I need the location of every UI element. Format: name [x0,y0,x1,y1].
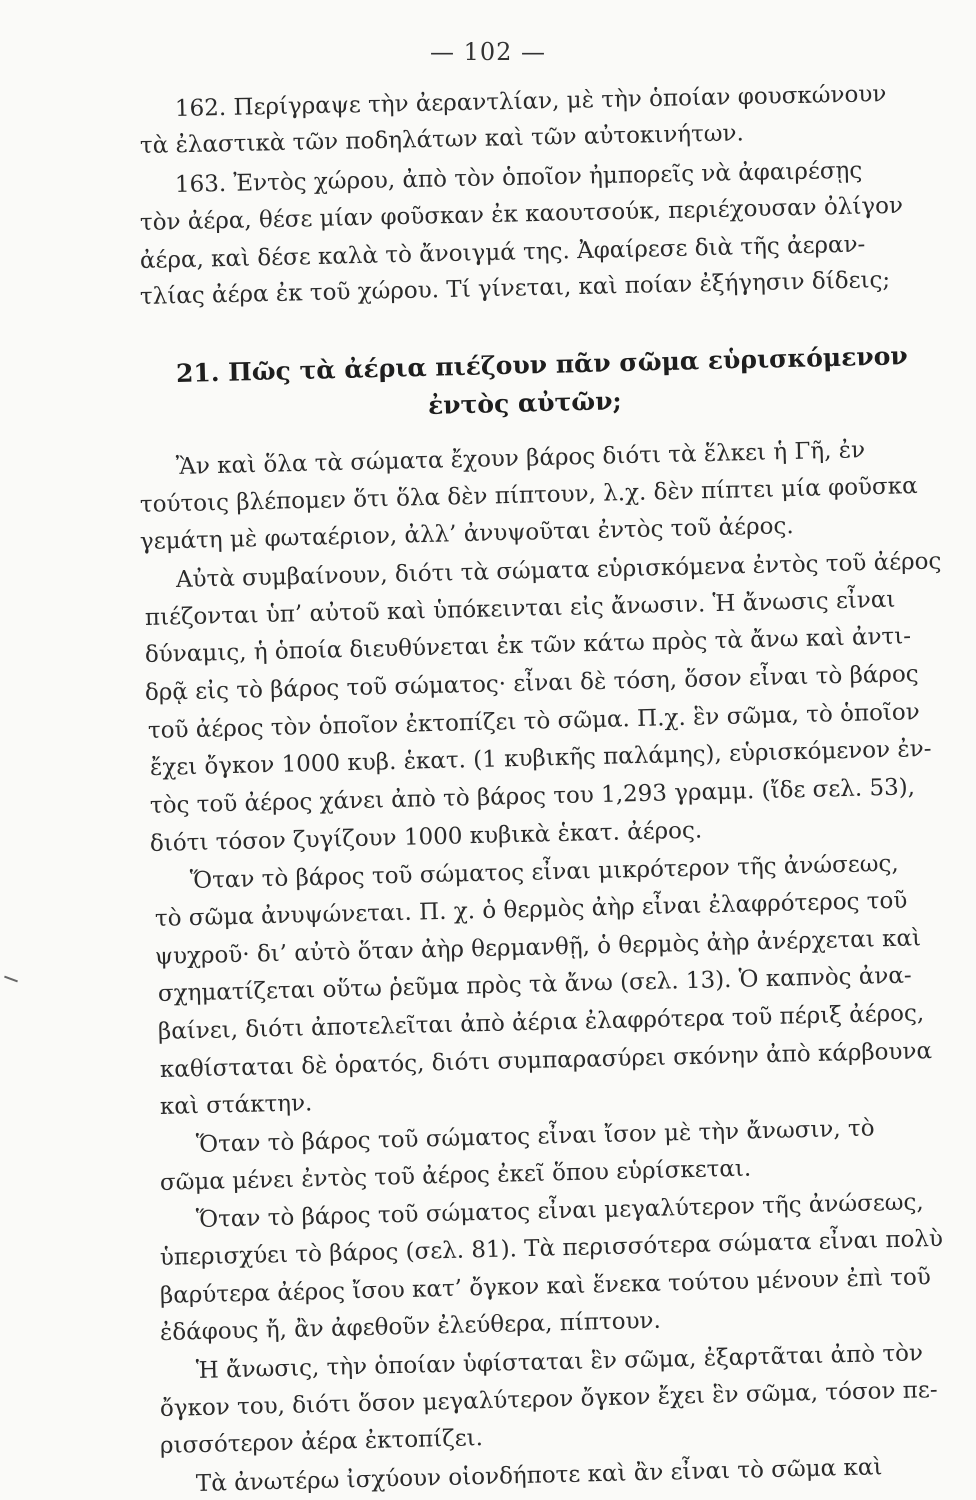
body-line: Ἂν καὶ ὅλα τὰ σώματα ἔχουν βάρος διότι τὰ ἕλκει ἡ Γῆ, ἐν [175,437,866,480]
exercise-line: 163. Ἐντὸς χώρου, ἀπὸ τὸν ὁποῖον ἠμπορεῖς νὰ ἀφαιρέσῃς [174,157,863,198]
body-line: βαρύτερα ἀέρος ἴσου κατ’ ὄγκον καὶ ἕνεκα τούτου μένουν ἐπὶ τοῦ [159,1264,932,1309]
margin-ink-mark [4,976,18,983]
body-line: ρισσότερον ἀέρα ἐκτοπίζει. [159,1425,484,1459]
body-line: διότι τόσον ζυγίζουν 1000 κυβικὰ ἑκατ. ἀέρος. [149,817,703,857]
body-line: ψυχροῦ· δι’ αὐτὸ ὅταν ἀὴρ θερμανθῇ, ὁ θερμὸς ἀὴρ ἀνέρχεται καὶ [154,925,922,970]
body-line: τὸς τοῦ ἀέρος χάνει ἀπὸ τὸ βάρος του 1,293 γραμμ. (ἴδε σελ. 53), [149,774,916,819]
exercise-line: τὸν ἀέρα, θέσε μίαν φοῦσκαν ἐκ καουτσούκ, περιέχουσαν ὀλίγον [139,192,904,236]
body-line: δύναμις, ἡ ὁποία διευθύνεται ἐκ τῶν κάτω πρὸς τὰ ἄνω καὶ ἀντι- [144,623,912,668]
body-line: ὑπερισχύει τὸ βάρος (σελ. 81). Τὰ περισσότερα σώματα εἶναι πολὺ [159,1225,944,1271]
body-line: Αὐτὰ συμβαίνουν, διότι τὰ σώματα εὑρισκόμενα ἐντὸς τοῦ ἀέρος [175,548,942,593]
body-line: ἐδάφους ἤ, ἂν ἀφεθοῦν ἐλεύθερα, πίπτουν. [159,1307,662,1346]
body-line: Ὅταν τὸ βάρος τοῦ σώματος εἶναι μεγαλύτερον τῆς ἀνώσεως, [195,1189,924,1233]
section-title-continued: ἐντὸς αὐτῶν; [427,386,623,420]
body-line: Τὰ ἀνωτέρω ἰσχύουν οἱονδήποτε καὶ ἂν εἶναι τὸ σῶμα καὶ [195,1454,883,1497]
body-line: ὄγκον του, διότι ὅσον μεγαλύτερον ὄγκον ἔχει ἓν σῶμα, τόσον πε- [159,1377,938,1422]
body-line: τοῦ ἀέρος τὸν ὁποῖον ἐκτοπίζει τὸ σῶμα. Π.χ. ἓν σῶμα, τὸ ὁποῖον [147,699,921,744]
exercise-line: τὰ ἐλαστικὰ τῶν ποδηλάτων καὶ τῶν αὐτοκινήτων. [139,120,745,159]
body-line: Ἡ ἄνωσις, τὴν ὁποίαν ὑφίσταται ἓν σῶμα, ἐξαρτᾶται ἀπὸ τὸν [195,1340,924,1384]
body-line: καθίσταται δὲ ὁρατός, διότι συμπαρασύρει σκόνην ἀπὸ κάρβουνα [159,1038,933,1083]
body-line: δρᾷ εἰς τὸ βάρος τοῦ σώματος· εἶναι δὲ τόση, ὅσον εἶναι τὸ βάρος [144,661,919,706]
exercise-line: τλίας ἀέρα ἐκ τοῦ χώρου. Τί γίνεται, καὶ ποίαν ἐξήγησιν δίδεις; [139,266,891,310]
body-line: σχηματίζεται οὕτω ῥεῦμα πρὸς τὰ ἄνω (σελ. 13). Ὁ καπνὸς ἀνα- [157,962,912,1007]
body-line: Ὅταν τὸ βάρος τοῦ σώματος εἶναι ἴσον μὲ τὴν ἄνωσιν, τὸ [195,1115,875,1158]
body-line: πιέζονται ὑπ’ αὐτοῦ καὶ ὑπόκεινται εἰς ἄνωσιν. Ἡ ἄνωσις εἶναι [144,586,896,631]
body-line: καὶ στάκτην. [159,1090,313,1120]
body-line: βαίνει, διότι ἀποτελεῖται ἀπὸ ἀέρια ἐλαφρότερα τοῦ πέριξ ἀέρος, [157,1000,925,1045]
section-title: 21. Πῶς τὰ ἀέρια πιέζουν πᾶν σῶμα εὑρισκόμενον [175,341,909,388]
body-line: τὸ σῶμα ἀνυψώνεται. Π. χ. ὁ θερμὸς ἀὴρ εἶναι ἐλαφρότερος τοῦ [154,887,908,932]
page-number: — 102 — [429,38,547,66]
exercise-line: ἀέρα, καὶ δέσε καλὰ τὸ ἄνοιγμά της. Ἀφαίρεσε διὰ τῆς ἀεραν- [139,231,866,274]
exercise-line: 162. Περίγραψε τὴν ἀεραντλίαν, μὲ τὴν ὁποίαν φουσκώνουν [174,81,887,122]
body-line: τούτοις βλέπομεν ὅτι ὅλα δὲν πίπτουν, λ.χ. δὲν πίπτει μία φοῦσκα [139,473,918,518]
body-line: γεμάτη μὲ φωταέριον, ἀλλ’ ἀνυψοῦται ἐντὸς τοῦ ἀέρος. [139,513,794,555]
body-line: ἔχει ὄγκον 1000 κυβ. ἑκατ. (1 κυβικῆς παλάμης), εὑρισκόμενον ἐν- [149,735,932,781]
body-line: Ὅταν τὸ βάρος τοῦ σώματος εἶναι μικρότερον τῆς ἀνώσεως, [189,850,899,894]
body-line: σῶμα μένει ἐντὸς τοῦ ἀέρος ἐκεῖ ὅπου εὑρίσκεται. [159,1155,752,1196]
